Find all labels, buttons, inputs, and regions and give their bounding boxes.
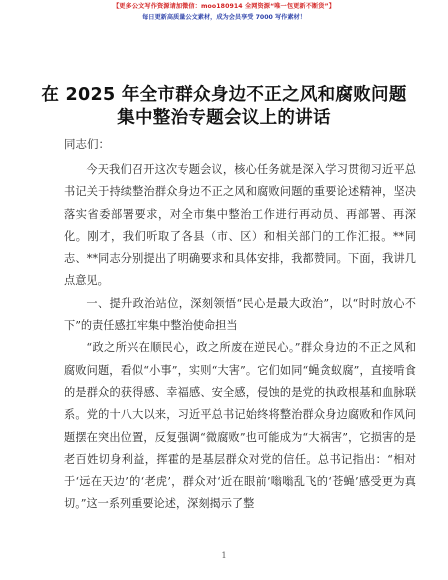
document-body (64, 159, 416, 516)
promo-banner (0, 2, 448, 22)
paragraph-intro: 今天我们召开这次专题会议，核心任务就是深入学习贯彻习近平总书记关于持续整治群众身边不正之风和腐败问题的重要论述精神，坚决落实省委部署要求，对全市集中整治工作进行再动员、再部署、再深化。刚才，我们听取了各县（市、区）和相关部门的工作汇报。**同志、**同志分别提出了明确要求和具体安排，我都赞同。下面，我讲几点意见。 (64, 163, 416, 288)
document-title: 在 2025 年全市群众身边不正之风和腐败问题集中整治专题会议上的讲话 (41, 85, 407, 128)
section-heading-1: 一、提升政治站位，深刻领悟“民心是最大政治”，以“时时放心不下”的责任感扛牢集中整治使命担当 (64, 296, 416, 333)
paragraph-section-1: “政之所兴在顺民心，政之所废在逆民心。”群众身边的不正之风和腐败问题，看似“小事”，实则“大害”。它们如同“蝇贪蚁腐”，直接啃食的是群众的获得感、幸福感、安全感，侵蚀的是党的执政根基和血脉联系。党的十八大以来，习近平总书记始终将整治群众身边腐败和作风问题摆在突出位置，反复强调“微腐败”也可能成为“大祸害”，它损害的是老百姓切身利益，挥霍的是基层群众对党的信任。总书记指出：“相对于‘远在天边’的‘老虎’，群众对‘近在眼前’嗡嗡乱飞的‘苍蝇’感受更为真切。”这一系列重要论述，深刻揭示了整 (64, 341, 416, 511)
promo-banner-line-1: 【更多公文写作资源请加微信：moo180914 全网资源“唯一包更新不断货”】 (112, 3, 336, 10)
salutation: 同志们： (64, 137, 110, 151)
page-number: 1 (221, 551, 227, 560)
promo-banner-line-2: 每日更新高质量公文素材，成为会员享受 7000 写作素材！ (142, 14, 306, 21)
